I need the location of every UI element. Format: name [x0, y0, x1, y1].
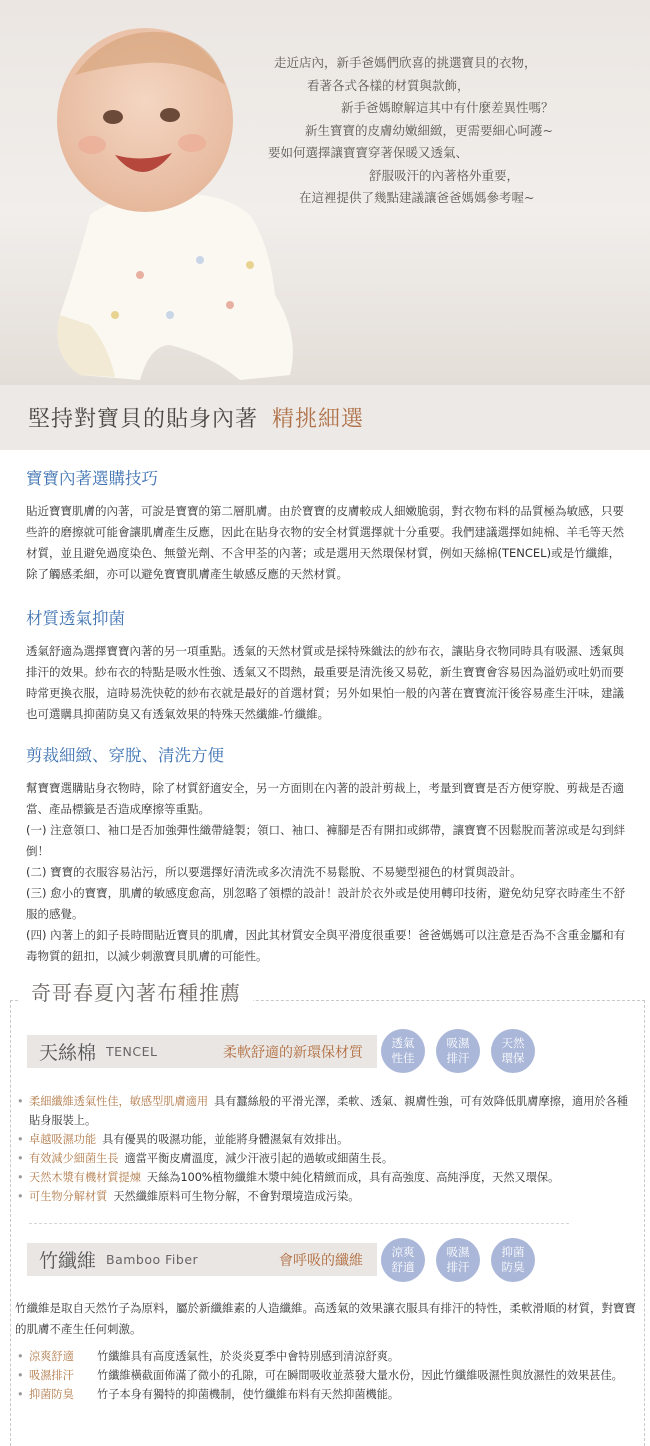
list-item: • 可生物分解材質 天然纖維原料可生物分解，不會對環境造成污染。 — [17, 1190, 360, 1203]
hero-line: 舒服吸汗的內著格外重要， — [369, 167, 520, 183]
fabric-english-name: TENCEL — [106, 1044, 158, 1059]
section-paragraph: (一) 注意領口、袖口是否加強彈性織帶縫製；領口、袖口、褲腳是否有開扣或綁帶，讓寶寶不因鬆脫而著涼或是勾到絆倒！ — [26, 823, 626, 858]
band-title: 堅持對寶貝的貼身內著 — [28, 407, 259, 432]
bamboo-intro: 竹纖維是取自天然竹子為原料，屬於新纖維素的人造纖維。高透氣的效果讓衣服具有排汗的特性，柔軟滑順的材質，對寶寶的肌膚不產生任何刺激。 — [15, 1301, 636, 1336]
section-paragraph: 貼近寶寶肌膚的內著，可說是寶寶的第二層肌膚。由於寶寶的皮膚較成人細嫩脆弱，對衣物布料的品質極為敏感，只要些許的磨擦就可能會讓肌膚產生反應，因此在貼身衣物的安全材質選擇就十分重要。我們建議選擇如純棉、羊毛等天然材質，並且避免過度染色、無螢光劑、不含甲荃的內著；或是選用天然環保材質，例如天絲棉(TENCEL)或是竹纖維，除了觸感柔細，亦可以避免寶寶肌膚產生敏感反應的天然材質。 — [26, 504, 624, 581]
hero-line: 新生寶寶的皮膚幼嫩細緻，更需要細心呵護~ — [305, 122, 553, 138]
hero-line: 要如何選擇讓寶寶穿著保暖又透氣、 — [268, 145, 469, 160]
hero-banner — [0, 0, 650, 385]
section-paragraph: 幫寶寶選購貼身衣物時，除了材質舒適安全，另一方面則在內著的設計剪裁上，考量到寶寶是否方便穿脫、剪裁是否適當、產品標籤是否造成摩擦等重點。 — [26, 781, 624, 816]
fabric-tagline: 柔軟舒適的新環保材質 — [223, 1044, 363, 1061]
hero-line: 在這裡提供了幾點建議讓爸爸媽媽參考喔~ — [299, 190, 535, 205]
list-item: • 抑菌防臭 竹子本身有獨特的抑菌機制，使竹纖維布料有天然抑菌機能。 — [17, 1388, 400, 1401]
section-paragraph: (三) 愈小的寶寶，肌膚的敏感度愈高，別忽略了領標的設計！設計於衣外或是使用轉印技術，避免幼兒穿衣時產生不舒服的感覺。 — [26, 886, 626, 921]
section-paragraph: (二) 寶寶的衣服容易沾污，所以要選擇好清洗或多次清洗不易鬆脫、不易變型褪色的材質與設計。 — [26, 865, 522, 879]
fabric-recommendation — [10, 981, 645, 1446]
recommend-title: 奇哥春夏內著布種推薦 — [19, 977, 253, 1006]
list-item: • 天然木漿有機材質提煉 天絲為100%植物纖維木漿中純化精緻而成，具有高強度、高純淨度，天然又環保。 — [17, 1171, 560, 1184]
badge-cool: 涼爽 舒適 — [381, 1238, 425, 1282]
badge-breathable: 透氣 性佳 — [381, 1029, 425, 1073]
bamboo-header — [27, 1243, 377, 1276]
section-paragraph: (四) 內著上的釦子長時間貼近寶貝的肌膚，因此其材質安全與平滑度很重要！爸爸媽媽可以注意是否為不含重金屬和有毒物質的鈕扣，以減少刺激寶貝肌膚的可能性。 — [26, 928, 626, 963]
bamboo-feature-list — [15, 1347, 636, 1404]
list-item: • 有效減少細菌生長 適當平衡皮膚溫度，減少汗液引起的過敏或細菌生長。 — [17, 1152, 394, 1165]
band-highlight: 精挑細選 — [272, 407, 365, 432]
fabric-tagline: 會呼吸的纖維 — [279, 1252, 363, 1269]
divider — [29, 1223, 569, 1224]
section-buying-tips — [26, 450, 626, 585]
hero-line: 走近店內，新手爸媽們欣喜的挑選寶貝的衣物， — [274, 55, 537, 70]
fabric-name: 竹纖維 — [39, 1250, 97, 1272]
section-heading: 寶寶內著選購技巧 — [26, 469, 158, 488]
baby-photo — [20, 15, 300, 385]
badge-antibacterial: 抑菌 防臭 — [491, 1238, 535, 1282]
badge-moisture-wicking: 吸濕 排汗 — [436, 1029, 480, 1073]
fabric-name: 天絲棉 — [39, 1042, 97, 1064]
article-content — [0, 450, 650, 967]
section-heading: 剪裁細緻、穿脫、清洗方便 — [26, 746, 224, 765]
section-tailoring — [26, 725, 626, 967]
list-item: • 吸濕排汗 竹纖維橫截面佈滿了微小的孔隙，可在瞬間吸收並蒸發大量水份，因此竹纖維吸濕性與放濕性的效果甚佳。 — [17, 1369, 623, 1382]
hero-line: 新手爸媽瞭解這其中有什麼差異性嗎？ — [341, 100, 554, 115]
badge-eco: 天然 環保 — [491, 1029, 535, 1073]
hero-line: 看著各式各樣的材質與款飾， — [307, 77, 470, 93]
section-material — [26, 585, 626, 725]
list-item: • 涼爽舒適 竹纖維具有高度透氣性，於炎炎夏季中會特別感到清涼舒爽。 — [17, 1350, 400, 1363]
hero-text-block — [268, 52, 628, 210]
section-title-band — [0, 385, 650, 450]
tencel-header — [27, 1035, 377, 1068]
badge-moisture-wicking: 吸濕 排汗 — [436, 1238, 480, 1282]
list-item: • 柔細纖維透氣性佳，敏感型肌膚適用 具有蠶絲般的平滑光澤，柔軟、透氣、親膚性強，可有效降低肌膚摩擦，適用於各種貼身服裝上。 — [17, 1095, 628, 1127]
section-paragraph: 透氣舒適為選擇寶寶內著的另一項重點。透氣的天然材質或是採特殊織法的紗布衣，讓貼身衣物同時具有吸濕、透氣與排汗的效果。紗布衣的特點是吸水性強、透氣又不悶熱，最重要是清洗後又易乾，新生寶寶會容易因為溢奶或吐奶而要時常更換衣服，這時易洗快乾的紗布衣就是最好的首選材質；另外如果怕一般的內著在寶寶流汗後容易產生汗味，建議也可選購具抑菌防臭又有透氣效果的特殊天然纖維-竹纖維。 — [26, 644, 624, 721]
tencel-feature-list — [15, 1092, 636, 1206]
list-item: • 卓越吸濕功能 具有優異的吸濕功能，並能將身體濕氣有效排出。 — [17, 1133, 349, 1146]
section-heading: 材質透氣抑菌 — [26, 609, 125, 628]
fabric-english-name: Bamboo Fiber — [106, 1252, 199, 1267]
